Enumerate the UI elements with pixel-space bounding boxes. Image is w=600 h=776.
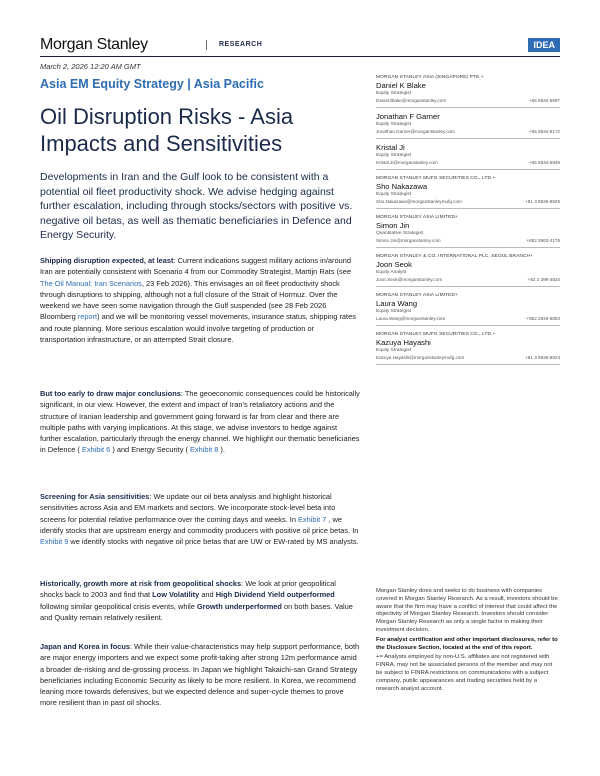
analyst-role: Quantitative Strategist	[376, 231, 424, 236]
morgan-stanley-logo: Morgan Stanley	[40, 36, 148, 53]
paragraph-text: : We look at prior geopolitical shocks back to 2003 and find that	[40, 579, 336, 600]
analyst-email[interactable]: Joon.Seok@morganstanley.com	[376, 277, 443, 282]
analyst-role: Equity Strategist	[376, 309, 411, 314]
bloomberg-report-link[interactable]: report	[77, 312, 98, 322]
analyst-contact	[376, 198, 560, 205]
paragraph-text: ) and we will be monitoring vessel movements, insurance status, shipping rates and route planning. More serious escalation would involve targeting of production or transportation infrastructure, or an attempted Strait closure.	[40, 312, 356, 345]
oil-manual-link[interactable]: The Oil Manual: Iran Scenarios	[40, 278, 142, 288]
analyst-email[interactable]: Laura.Wang@morganstanley.com	[376, 316, 446, 321]
paragraph-text: following similar geopolitical crisis events, while	[40, 601, 197, 611]
analyst-firm: MORGAN STANLEY ASIA (SINGAPORE) PTE.+	[376, 75, 484, 80]
paragraph-sensitivities	[40, 491, 360, 547]
analyst-role: Equity Strategist	[376, 192, 411, 197]
paragraph-text: , we identify stocks that are upstream energy and commodity producers with positive oil price betas. In	[40, 514, 359, 535]
exhibit-8-link[interactable]: Exhibit 8	[189, 445, 219, 455]
exhibit-9-link[interactable]: Exhibit 9	[40, 537, 69, 547]
analyst-name: Daniel K Blake	[376, 81, 426, 90]
analyst-role: Equity Strategist	[376, 348, 411, 353]
paragraph-text: ) and Energy Security (	[110, 445, 190, 455]
paragraph-heading: Historically, growth more at risk from geopolitical shocks	[40, 579, 242, 588]
analyst-phone: +65 6834-6949	[528, 160, 560, 165]
research-label: RESEARCH	[219, 41, 263, 48]
disclosure-certification: For analyst certification and other important disclosures, refer to the Disclosure Section, located at the end of this report.	[376, 636, 558, 651]
paragraph-shipping	[40, 255, 360, 345]
disclosure-finra: += Analysts employed by non-U.S. affiliates are not registered with FINRA, may not be associated persons of the member and may not be subject to FINRA restrictions on communications with a subject company, public appearances and trading securities held by a research analyst account.	[376, 654, 553, 692]
analyst-firm: MORGAN STANLEY ASIA LIMITED+	[376, 293, 458, 298]
analyst-card	[376, 299, 560, 326]
report-summary: Developments in Iran and the Gulf look to be consistent with a potential oil fleet productivity shock. We advise hedging against further escalation, including through stocks/sectors with positive vs. negative oil betas, as well as thematic beneficiaries in Defence and Energy Security.	[40, 171, 353, 242]
analyst-email[interactable]: Kazuya.Hayashi@morganstanleymufg.com	[376, 355, 465, 360]
analyst-name: Kristal Ji	[376, 143, 405, 152]
analyst-phone: +82 2 399-4934	[527, 277, 560, 282]
paragraph-conclusions	[40, 388, 360, 456]
paragraph-text: : The geoeconomic consequences could be historically significant, in our view. However, the extent and impact of Iran's retaliatory actions and the structure of Iranian leadership and government going forward is far from clear and there are multiple paths with varying implications. At this stage, we advise investors to hedge against further escalation, particularly through the energy channel. We highlight our thematic beneficiaries in Defence (	[40, 389, 360, 455]
paragraph-text: we identify stocks with negative oil price betas that are UW or EW-rated by MS analysts.	[68, 537, 359, 547]
exhibit-6-link[interactable]: Exhibit 6	[81, 445, 111, 455]
paragraph-text: : Current indications suggest military actions in/around Iran are potentially consistent with Scenario 4 from our Commodity Strategist, Martijn Rats (see	[40, 256, 351, 277]
analyst-firm: MORGAN STANLEY MUFG SECURITIES CO., LTD.+	[376, 176, 496, 181]
analyst-list	[376, 74, 560, 367]
analyst-email[interactable]: Sho.Nakazawa@morganstanleymufg.com	[376, 199, 462, 204]
analyst-phone: +852 2848-6853	[526, 316, 560, 321]
paragraph-text: and	[199, 590, 216, 600]
analyst-phone: +65 6834-8172	[528, 129, 560, 134]
analyst-phone: +81 3 6836-8926	[525, 199, 560, 204]
analyst-card	[376, 221, 560, 248]
analyst-contact	[376, 97, 560, 104]
disclosure-block	[376, 588, 560, 695]
paragraph-growth-risk	[40, 578, 360, 623]
exhibit-7-link[interactable]: Exhibit 7	[297, 514, 327, 524]
analyst-contact	[376, 315, 560, 322]
analyst-contact	[376, 276, 560, 283]
paragraph-text: ).	[218, 445, 225, 455]
analyst-firm: MORGAN STANLEY ASIA LIMITED+	[376, 215, 458, 220]
analyst-name: Sho Nakazawa	[376, 182, 428, 191]
publish-date: March 2, 2026 12:20 AM GMT	[40, 62, 141, 71]
analyst-phone: +65 6834-6597	[528, 98, 560, 103]
report-series: Asia EM Equity Strategy | Asia Pacific	[40, 77, 264, 91]
paragraph-heading: Screening for Asia sensitivities	[40, 492, 150, 501]
analyst-card	[376, 143, 560, 170]
paragraph-heading: Japan and Korea in focus	[40, 642, 130, 651]
paragraph-heading: But too early to draw major conclusions	[40, 389, 181, 398]
disclosure-conflict: Morgan Stanley does and seeks to do business with companies covered in Morgan Stanley Research. As a result, investors should be aware that the firm may have a conflict of interest that could affect the objectivity of Morgan Stanley Research. Investors should consider Morgan Stanley Research as only a single factor in making their investment decision.	[376, 588, 558, 633]
analyst-role: Equity Strategist	[376, 91, 411, 96]
analyst-name: Laura Wang	[376, 299, 418, 308]
analyst-card	[376, 81, 560, 108]
analyst-card	[376, 260, 560, 287]
analyst-firm: MORGAN STANLEY & CO. INTERNATIONAL PLC, SEOUL BRANCH+	[376, 254, 534, 259]
analyst-contact	[376, 128, 560, 135]
analyst-email[interactable]: Daniel.Blake@morganstanley.com	[376, 98, 447, 103]
analyst-email[interactable]: Kristal.Ji@morganstanley.com	[376, 160, 438, 165]
header-divider	[206, 40, 207, 50]
paragraph-text: , 23 Feb 2026). This envisages an oil fleet productivity shock through disruptions to shipping, although not a full closure of the Strait of Hormuz. Over the weekend we have seen some navigation through the Gulf suspended (see 28 Feb 2026 Bloomberg	[40, 278, 340, 322]
analyst-name: Kazuya Hayashi	[376, 338, 431, 347]
emphasis-text: High Dividend Yield outperformed	[215, 590, 335, 600]
analyst-phone: +852 3963-4175	[526, 238, 560, 243]
analyst-name: Simon Jin	[376, 221, 410, 230]
analyst-name: Jonathan F Garner	[376, 112, 440, 121]
paragraph-text: : We update our oil beta analysis and highlight historical sensitivities across Asia and EM markets and sectors. We incorporate stock-level beta into screens for potential relative performance over the coming days and weeks. In	[40, 492, 336, 524]
analyst-phone: +81 3 6836-8923	[525, 355, 560, 360]
paragraph-heading: Shipping disruption expected, at least	[40, 256, 174, 265]
analyst-card	[376, 112, 560, 139]
paragraph-japan-korea	[40, 641, 360, 709]
report-header	[40, 34, 560, 57]
analyst-role: Equity Strategist	[376, 153, 411, 158]
idea-badge: IDEA	[528, 38, 560, 52]
analyst-role: Equity Analyst	[376, 270, 407, 275]
analyst-firm: MORGAN STANLEY MUFG SECURITIES CO., LTD.+	[376, 332, 496, 337]
report-title: Oil Disruption Risks - Asia Impacts and Sensitivities	[40, 104, 294, 156]
analyst-email[interactable]: Jonathan.Garner@morganstanley.com	[376, 129, 455, 134]
paragraph-text: : While their value-characteristics may help support performance, both are major energy importers and we expect some profit-taking after strong 12m performance amid a broader de-risking and de-grossing process. In Japan we highlight Takaichi-san Grand Strategy beneficiaries including Economic Security as likely to be more resilient. In Korea, we recommend leaning more towards defensives, but we expected defence and super-cycle themes to prove more resilient than in past oil shocks.	[40, 642, 360, 708]
analyst-contact	[376, 354, 560, 361]
analyst-role: Equity Strategist	[376, 122, 411, 127]
emphasis-text: Low Volatility	[152, 590, 200, 600]
paragraph-text: on both bases. Value and Quality remain relatively resilient.	[40, 601, 353, 622]
emphasis-text: Growth underperformed	[196, 601, 282, 611]
analyst-contact	[376, 237, 560, 244]
analyst-name: Joon Seok	[376, 260, 412, 269]
analyst-contact	[376, 159, 560, 166]
analyst-card	[376, 338, 560, 365]
analyst-email[interactable]: Simon.Jin@morganstanley.com	[376, 238, 441, 243]
analyst-card	[376, 182, 560, 209]
